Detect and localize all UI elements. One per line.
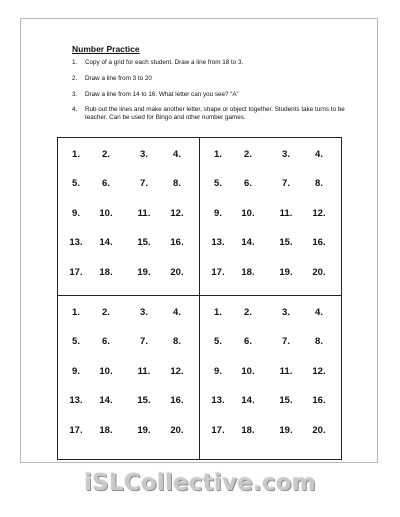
grid-number: 1. [72, 307, 80, 318]
grid-number: 20. [312, 267, 326, 278]
grid-number: 13. [69, 395, 83, 406]
number-grid [57, 137, 342, 460]
grid-number: 18. [99, 425, 113, 436]
grid-number: 3. [140, 149, 148, 160]
grid-number: 9. [72, 366, 80, 377]
grid-number: 4. [315, 149, 323, 160]
grid-number: 3. [282, 307, 290, 318]
quadrant-top-right [200, 138, 341, 295]
grid-number: 14. [99, 395, 113, 406]
grid-number: 15. [279, 237, 293, 248]
grid-number: 4. [173, 149, 181, 160]
grid-number: 12. [170, 366, 184, 377]
grid-number: 20. [170, 267, 184, 278]
grid-number: 11. [137, 208, 151, 219]
instruction-number: 4. [72, 106, 78, 114]
quadrant-bottom-left [58, 296, 199, 453]
instruction-item [72, 106, 368, 121]
grid-number: 15. [137, 395, 151, 406]
grid-number: 5. [214, 178, 222, 189]
grid-number: 7. [282, 178, 290, 189]
grid-number: 11. [279, 366, 293, 377]
quadrant-bottom-right [200, 296, 341, 453]
grid-number: 18. [241, 425, 255, 436]
grid-number: 11. [279, 208, 293, 219]
grid-number: 4. [315, 307, 323, 318]
grid-number: 9. [72, 208, 80, 219]
grid-number: 7. [282, 336, 290, 347]
grid-number: 2. [244, 307, 252, 318]
quadrant-top-left [58, 138, 199, 295]
grid-number: 1. [72, 149, 80, 160]
grid-number: 10. [241, 366, 255, 377]
worksheet-title: Number Practice [72, 44, 140, 54]
grid-number: 8. [173, 336, 181, 347]
grid-number: 20. [170, 425, 184, 436]
grid-number: 19. [137, 267, 151, 278]
grid-number: 6. [102, 336, 110, 347]
grid-number: 6. [244, 178, 252, 189]
grid-number: 2. [244, 149, 252, 160]
grid-number: 15. [279, 395, 293, 406]
grid-number: 3. [282, 149, 290, 160]
grid-number: 16. [170, 395, 184, 406]
instruction-item [72, 75, 368, 82]
instructions-list [72, 59, 368, 129]
grid-number: 14. [241, 237, 255, 248]
grid-number: 16. [170, 237, 184, 248]
instruction-item [72, 91, 368, 98]
grid-number: 13. [211, 237, 225, 248]
grid-number: 12. [312, 208, 326, 219]
grid-number: 19. [137, 425, 151, 436]
instruction-text: Draw a line from 3 to 20 [85, 74, 152, 82]
grid-number: 8. [315, 336, 323, 347]
grid-number: 15. [137, 237, 151, 248]
grid-number: 8. [315, 178, 323, 189]
grid-number: 14. [99, 237, 113, 248]
grid-number: 17. [69, 425, 83, 436]
grid-number: 20. [312, 425, 326, 436]
grid-number: 2. [102, 307, 110, 318]
grid-number: 5. [72, 336, 80, 347]
grid-number: 17. [211, 267, 225, 278]
instruction-item [72, 59, 368, 66]
watermark: iSLCollective.com [84, 470, 316, 496]
grid-number: 6. [244, 336, 252, 347]
grid-number: 17. [69, 267, 83, 278]
grid-number: 16. [312, 395, 326, 406]
grid-number: 17. [211, 425, 225, 436]
grid-number: 18. [99, 267, 113, 278]
grid-number: 7. [140, 178, 148, 189]
grid-number: 5. [72, 178, 80, 189]
grid-number: 3. [140, 307, 148, 318]
grid-number: 12. [312, 366, 326, 377]
grid-number: 9. [214, 208, 222, 219]
grid-number: 13. [211, 395, 225, 406]
grid-number: 1. [214, 149, 222, 160]
instruction-number: 2. [72, 74, 78, 82]
grid-number: 12. [170, 208, 184, 219]
grid-number: 14. [241, 395, 255, 406]
grid-number: 10. [99, 208, 113, 219]
grid-number: 16. [312, 237, 326, 248]
grid-number: 5. [214, 336, 222, 347]
grid-number: 7. [140, 336, 148, 347]
grid-number: 13. [69, 237, 83, 248]
instruction-number: 1. [72, 59, 78, 66]
grid-number: 11. [137, 366, 151, 377]
grid-number: 4. [173, 307, 181, 318]
instruction-text: Copy of a grid for each student. Draw a line from 18 to 3. [85, 59, 244, 66]
grid-number: 19. [279, 425, 293, 436]
grid-number: 6. [102, 178, 110, 189]
grid-number: 10. [99, 366, 113, 377]
instruction-number: 3. [72, 90, 78, 98]
grid-number: 19. [279, 267, 293, 278]
grid-number: 1. [214, 307, 222, 318]
grid-number: 8. [173, 178, 181, 189]
grid-number: 2. [102, 149, 110, 160]
instruction-text: Rub out the lines and make another letter, shape or object together. Students take turns to be teacher. Can be used for Bingo and other number games. [85, 106, 345, 121]
grid-number: 18. [241, 267, 255, 278]
instruction-text: Draw a line from 14 to 16. What letter can you see? “A” [85, 90, 239, 98]
grid-number: 9. [214, 366, 222, 377]
grid-number: 10. [241, 208, 255, 219]
